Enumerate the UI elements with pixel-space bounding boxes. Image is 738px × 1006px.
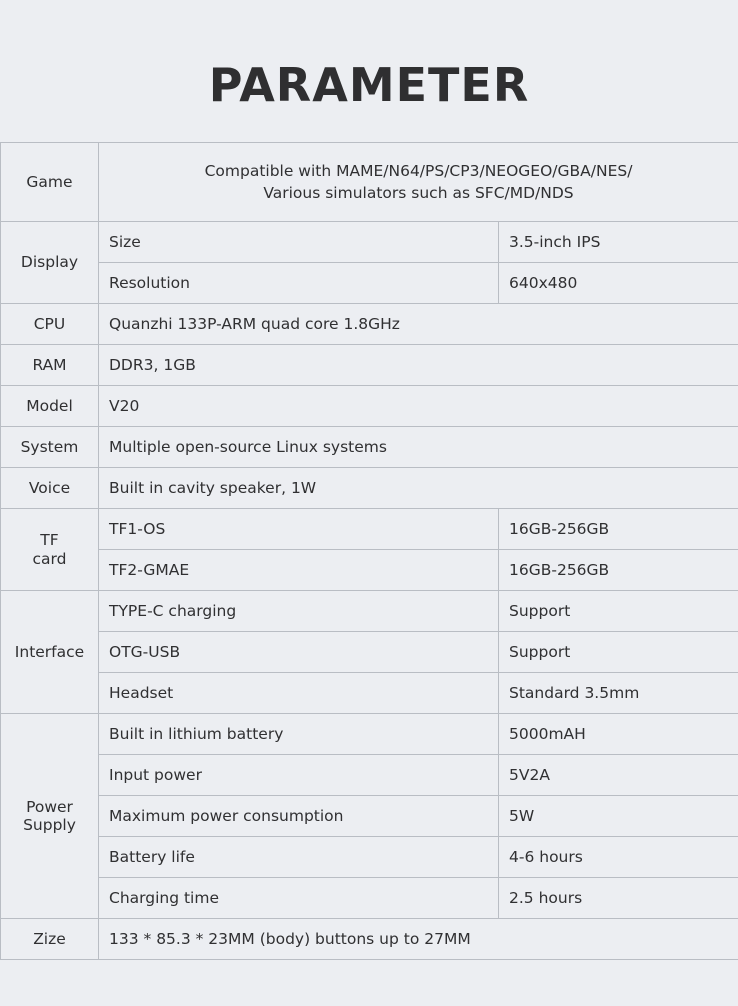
table-row xyxy=(1,673,738,714)
row-label-cpu: CPU xyxy=(1,304,99,345)
table-row xyxy=(1,386,738,427)
table-row xyxy=(1,304,738,345)
tf1-name: TF1-OS xyxy=(99,509,499,550)
interface-headset-value: Standard 3.5mm xyxy=(499,673,738,714)
specification-table xyxy=(0,142,738,960)
table-row xyxy=(1,143,738,222)
power-max-consumption-value: 5W xyxy=(499,796,738,837)
row-value-game xyxy=(99,143,738,222)
row-label-size: Zize xyxy=(1,919,99,960)
tf2-name: TF2-GMAE xyxy=(99,550,499,591)
table-row xyxy=(1,263,738,304)
power-label-line1: Power xyxy=(26,797,73,816)
table-row xyxy=(1,550,738,591)
table-row xyxy=(1,509,738,550)
table-row xyxy=(1,714,738,755)
display-size-value: 3.5-inch IPS xyxy=(499,222,738,263)
game-text-line2: Various simulators such as SFC/MD/NDS xyxy=(263,184,574,202)
game-text-line1: Compatible with MAME/N64/PS/CP3/NEOGEO/GBA/NES/ xyxy=(204,161,633,180)
interface-headset-name: Headset xyxy=(99,673,499,714)
interface-otg-value: Support xyxy=(499,632,738,673)
table-row xyxy=(1,837,738,878)
table-row xyxy=(1,755,738,796)
row-value-model: V20 xyxy=(99,386,738,427)
power-battery-value: 5000mAH xyxy=(499,714,738,755)
display-resolution-name: Resolution xyxy=(99,263,499,304)
row-value-ram: DDR3, 1GB xyxy=(99,345,738,386)
row-label-ram: RAM xyxy=(1,345,99,386)
table-row xyxy=(1,427,738,468)
row-label-power-supply xyxy=(1,714,99,919)
tfcard-label-line2: card xyxy=(32,549,67,568)
power-charging-time-name: Charging time xyxy=(99,878,499,919)
power-charging-time-value: 2.5 hours xyxy=(499,878,738,919)
power-label-line2: Supply xyxy=(23,816,76,834)
row-label-interface: Interface xyxy=(1,591,99,714)
table-row xyxy=(1,345,738,386)
row-label-voice: Voice xyxy=(1,468,99,509)
row-label-game: Game xyxy=(1,143,99,222)
table-row xyxy=(1,796,738,837)
interface-otg-name: OTG-USB xyxy=(99,632,499,673)
table-row xyxy=(1,591,738,632)
display-resolution-value: 640x480 xyxy=(499,263,738,304)
row-value-cpu: Quanzhi 133P-ARM quad core 1.8GHz xyxy=(99,304,738,345)
display-size-name: Size xyxy=(99,222,499,263)
row-value-size: 133 * 85.3 * 23MM (body) buttons up to 27MM xyxy=(99,919,738,960)
power-input-name: Input power xyxy=(99,755,499,796)
table-row xyxy=(1,468,738,509)
table-row xyxy=(1,919,738,960)
row-label-system: System xyxy=(1,427,99,468)
row-value-system: Multiple open-source Linux systems xyxy=(99,427,738,468)
tfcard-label-line1: TF xyxy=(40,531,59,550)
power-input-value: 5V2A xyxy=(499,755,738,796)
table-row xyxy=(1,222,738,263)
power-battery-life-value: 4-6 hours xyxy=(499,837,738,878)
interface-typec-value: Support xyxy=(499,591,738,632)
row-label-display: Display xyxy=(1,222,99,304)
row-label-tfcard xyxy=(1,509,99,591)
row-value-voice: Built in cavity speaker, 1W xyxy=(99,468,738,509)
power-max-consumption-name: Maximum power consumption xyxy=(99,796,499,837)
power-battery-life-name: Battery life xyxy=(99,837,499,878)
tf2-value: 16GB-256GB xyxy=(499,550,738,591)
table-row xyxy=(1,632,738,673)
table-row xyxy=(1,878,738,919)
tf1-value: 16GB-256GB xyxy=(499,509,738,550)
row-label-model: Model xyxy=(1,386,99,427)
page-title: PARAMETER xyxy=(208,58,530,112)
power-battery-name: Built in lithium battery xyxy=(99,714,499,755)
interface-typec-name: TYPE-C charging xyxy=(99,591,499,632)
